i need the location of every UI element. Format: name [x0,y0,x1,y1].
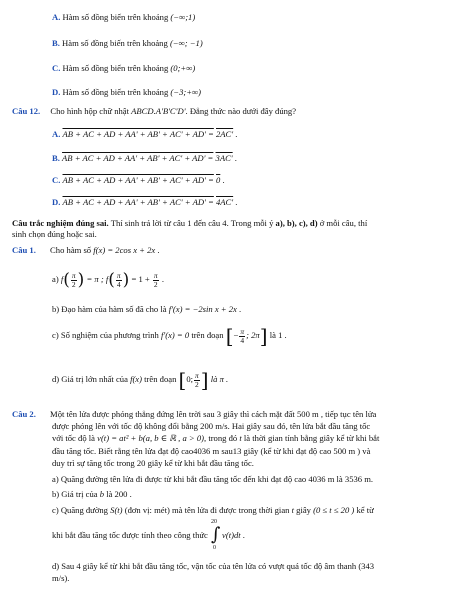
option-label: D. [52,197,61,207]
function-symbol: f [105,274,109,284]
option-interval: (−∞; −1) [169,38,203,48]
q12-solid: ABCD.A'B'C'D' [131,106,186,116]
c1-function: f(x) = 2cos x + 2x [93,245,156,255]
c2-part-d: d) Sau 4 giây kể từ khi bắt đầu tăng tốc, vận tốc của tên lửa có vượt quá tốc độ âm thanh (343 [52,561,375,571]
option-text: Hàm số đồng biến trên khoảng [62,12,169,22]
question-number: Câu 1. [12,245,36,255]
part-b-derivative: f'(x) = −2sin x + 2x [168,304,237,314]
c2-line5: duy trì sự tăng tốc trong 20 giây kể từ khi bắt đầu tăng tốc. [52,458,254,468]
option-label: B. [52,153,60,163]
option-interval: (−∞;1) [170,12,196,22]
option-label: A. [52,12,61,22]
q11-option-d [52,87,201,98]
part-c-equation: f'(x) = 0 [160,330,190,340]
section-instr-b: ở mỗi câu, thí [319,218,368,228]
option-label: C. [52,175,61,185]
option-label: B. [52,38,60,48]
speed-value: 200 [200,421,214,431]
c1-stem: Câu 1. Cho hàm số f(x) = 2cos x + 2x . [12,245,160,255]
c1-part-d: d) Giá trị lớn nhất của f(x) trên đoạn [0; $\frac{\pi}{2}$ ] là π . [52,368,229,393]
question-number: Câu 12. [12,106,41,116]
c2-part-d-line2: m/s). [52,573,70,583]
c2-part-b: b) Giá trị của b là 200 . [52,489,132,499]
option-text: Hàm số đồng biến trên khoảng [62,63,169,73]
option-text: Hàm số đồng biến trên khoảng [62,87,169,97]
section-instr-a: Thí sinh trả lời từ câu 1 đến câu 4. Trong mỗi ý [110,218,274,228]
c2-part-a: a) Quãng đường tên lửa đi được từ khi bắt đầu tăng tốc đến khi đạt độ cao 4036 m là 3536 m. [52,474,374,484]
fraction-pi-over-4: $\frac{\pi}{4}$ [116,270,121,289]
fraction-pi-over-4: $\frac{\pi}{4}$ [240,326,245,345]
vector-sum: AB + AC + AD + AA' + AB' + AC' + AD' = [62,175,214,185]
part-label: a) [52,274,59,284]
c2-line3: với tốc độ là v(t) = at² + b(a, b ∈ ℝ , a > 0), trong đó t là thời gian tính bằng giây kể từ khi bắt [52,433,380,443]
q12-option-b: B. AB + AC + AD + AA' + AB' + AC' + AD' = 3AC' . [52,153,237,163]
vector-rhs: 4AC' [216,197,234,207]
vector-rhs: 3AC' [215,153,233,163]
c1-part-c: c) Số nghiệm của phương trình f'(x) = 0 trên đoạn [− $\frac{\pi}{4}$ ; 2π] là 1 . [52,324,287,349]
c1-part-b: b) Đạo hàm của hàm số đã cho là f'(x) = −2sin x + 2x . [52,304,242,314]
part-d-on: trên đoạn [144,374,177,384]
part-c-result: là 1 . [269,330,287,340]
integral-body: v(t)dt [222,530,241,540]
question-number: Câu 2. [12,409,36,419]
q12-stem [12,106,296,117]
option-label: A. [52,129,61,139]
function-symbol: f [60,274,64,284]
c2-line4: đầu tăng tốc. Biết rằng tên lửa đạt độ cao4036 m sau13 giây (kể từ khi đạt độ cao 500 m ) và [52,446,371,456]
c2-text-line1: Một tên lửa được phóng thẳng đứng lên trời sau 3 giây thì cách mặt đất 500 m , tiếp tục tên lửa [50,409,377,419]
section-instr-c: sinh chọn đúng hoặc sai. [12,229,97,239]
distance-value: 3536 [344,474,363,484]
option-interval: (0;+∞) [170,63,196,73]
fraction-pi-over-2: $\frac{\pi}{2}$ [195,370,199,389]
option-label: C. [52,63,61,73]
vector-sum: AB + AC + AD + AA' + AB' + AC' + AD' = [62,129,214,139]
vector-rhs: 0 [216,175,221,185]
q12-stem-tail: . Đẳng thức nào dưới đây đúng? [185,106,297,116]
q12-option-d: D. AB + AC + AD + AA' + AB' + AC' + AD' = 4AC' . [52,197,238,207]
c1-part-a: a) f( $\frac{\pi}{2}$ ) = π ; f( $\frac{\pi}{4}$ ) = 1 + $\frac{\pi}{2}$ . [52,270,164,291]
section-title: Câu trắc nghiệm đúng sai. [12,218,109,228]
c2-part-c-line2: khi bắt đầu tăng tốc được tính theo công thức 20 ∫ 0 v(t)dt . [52,519,245,552]
height-value: 4036 [308,474,326,484]
option-label: D. [52,87,61,97]
height-value: 4036 [193,446,211,456]
part-d-function: f(x) [130,374,142,384]
option-interval: (−3;+∞) [170,87,202,97]
vector-sum: AB + AC + AD + AA' + AB' + AC' + AD' = [62,197,214,207]
section-instructions [12,218,367,229]
c2-line2: được phóng lên với tốc độ không đổi bằng 200 m/s. Hai giây sau đó, tên lửa bắt đầu tăng tốc [52,421,371,431]
fraction-pi-over-2: $\frac{\pi}{2}$ [71,270,76,289]
vector-rhs: 2AC' [216,129,234,139]
c1-stem-text: Cho hàm số [50,245,92,255]
part-a-eq1: = π ; [86,274,104,284]
q11-option-b [52,38,203,49]
part-c-text: c) Số nghiệm của phương trình [52,330,159,340]
fraction-pi-over-2: $\frac{\pi}{2}$ [153,270,158,289]
part-d-result: là π . [210,374,229,384]
q11-option-a [52,12,195,23]
velocity-formula: v(t) = at² + b(a, b ∈ ℝ , a > 0) [97,433,205,443]
part-c-on: trên đoạn [191,330,224,340]
part-b-text: b) Đạo hàm của hàm số đã cho là [52,304,167,314]
q12-option-a: A. AB + AC + AD + AA' + AB' + AC' + AD' = 2AC' . [52,129,238,139]
vector-sum: AB + AC + AD + AA' + AB' + AC' + AD' = [62,153,214,163]
option-text: Hàm số đồng biến trên khoảng [62,38,168,48]
q11-option-c [52,63,195,74]
integral-symbol: 20 ∫ 0 [211,519,221,552]
part-a-eq2: = 1 + [131,274,150,284]
part-d-text: d) Giá trị lớn nhất của [52,374,128,384]
c2-line1 [12,409,376,420]
section-instructions-line2 [12,229,97,240]
seconds-value: 13 [232,446,242,456]
c2-part-c: c) Quãng đường S(t) (đơn vị: mét) mà tên lửa đi được trong thời gian t giây (0 ≤ t ≤ 20 ) kể từ [52,505,374,515]
q12-option-c: C. AB + AC + AD + AA' + AB' + AC' + AD' = 0 . [52,175,225,185]
section-instr-parts: a), b), c), d) [275,218,318,228]
q12-stem-text: Cho hình hộp chữ nhật [50,106,129,116]
